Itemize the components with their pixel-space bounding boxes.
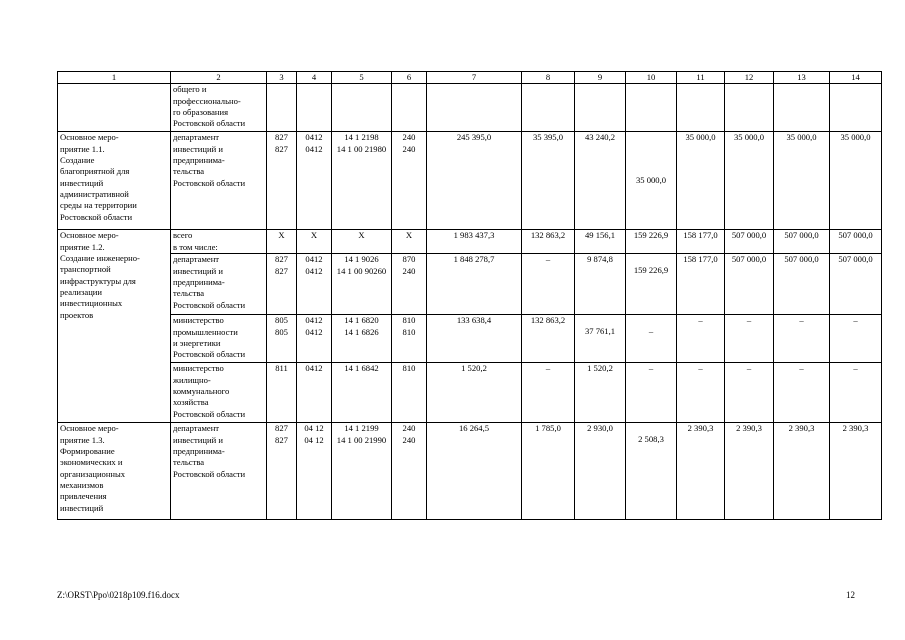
year-cell: 2 390,3 <box>774 423 830 520</box>
year-cell: 1 520,2 <box>575 363 626 423</box>
col-header: 3 <box>267 72 297 84</box>
code-value: 0412 <box>305 254 323 265</box>
code-value: 14 1 9026 <box>344 254 379 265</box>
csr-cell: Х <box>332 230 392 254</box>
year-value: 2 508,3 <box>638 434 664 445</box>
year-cell: 132 863,2 <box>522 315 575 363</box>
code-value: 0412 <box>305 265 323 276</box>
csr-cell <box>332 132 392 230</box>
code-value: 810 <box>402 326 416 337</box>
executor-cell: департамент инвестиций и предпринима- тельства Ростовской области <box>171 132 267 230</box>
code-value: 805 <box>275 326 288 337</box>
year-cell: 2 390,3 <box>830 423 882 520</box>
csr-cell: 14 1 6842 <box>332 363 392 423</box>
year-cell: 35 000,0 <box>830 132 882 230</box>
year-cell: – <box>626 363 677 423</box>
total-cell: 16 264,5 <box>427 423 522 520</box>
code-value: 240 <box>402 132 416 143</box>
table-cell <box>297 84 332 132</box>
code-value: 14 1 00 21980 <box>336 143 387 154</box>
code-value: 14 1 2198 <box>344 132 379 143</box>
year-cell: 2 390,3 <box>677 423 725 520</box>
year-cell: – <box>725 315 774 363</box>
year-cell: 507 000,0 <box>774 230 830 254</box>
rzpr-cell: 0412 <box>297 363 332 423</box>
code-value: 827 <box>275 254 288 265</box>
file-path: Z:\ORST\Ppo\0218p109.f16.docx <box>57 590 180 600</box>
code-value: 0412 <box>305 143 323 154</box>
year-value: 35 000,0 <box>635 175 667 186</box>
year-cell: 35 395,0 <box>522 132 575 230</box>
code-value: 240 <box>402 143 416 154</box>
code-value: 805 <box>275 315 288 326</box>
year-cell: 507 000,0 <box>774 254 830 315</box>
year-cell <box>626 132 677 230</box>
grbs-cell: 811 <box>267 363 297 423</box>
table-cell <box>774 84 830 132</box>
grbs-cell: Х <box>267 230 297 254</box>
year-cell <box>626 254 677 315</box>
year-cell: 43 240,2 <box>575 132 626 230</box>
code-value: 810 <box>402 315 416 326</box>
table-cell <box>522 84 575 132</box>
table-row <box>58 254 882 315</box>
table-cell <box>677 84 725 132</box>
year-cell: 159 226,9 <box>626 230 677 254</box>
vr-cell: 810 <box>392 363 427 423</box>
code-value: 14 1 00 21990 <box>336 434 387 445</box>
table-cell <box>725 84 774 132</box>
code-value: 827 <box>275 423 288 434</box>
code-value: 04 12 <box>304 423 324 434</box>
year-value: – <box>648 326 654 337</box>
year-cell: 507 000,0 <box>725 230 774 254</box>
year-cell: 507 000,0 <box>830 254 882 315</box>
code-value: 0412 <box>305 326 323 337</box>
code-value: 0412 <box>305 132 323 143</box>
vr-cell <box>392 315 427 363</box>
year-value: 37 761,1 <box>584 326 616 337</box>
rzpr-cell <box>297 254 332 315</box>
year-cell: 158 177,0 <box>677 230 725 254</box>
col-header: 12 <box>725 72 774 84</box>
table-row <box>58 315 882 363</box>
executor-cell: министерство жилищно- коммунального хозяйства Ростовской области <box>171 363 267 423</box>
year-cell: – <box>774 363 830 423</box>
col-header: 6 <box>392 72 427 84</box>
year-cell: 507 000,0 <box>830 230 882 254</box>
col-header: 2 <box>171 72 267 84</box>
grbs-cell <box>267 254 297 315</box>
year-cell: 35 000,0 <box>774 132 830 230</box>
activity-cell: Основное меро- приятие 1.2. Создание инженерно- транспортной инфраструктуры для реализации инвестиционных проектов <box>58 230 171 423</box>
year-cell: 2 930,0 <box>575 423 626 520</box>
col-header: 1 <box>58 72 171 84</box>
table-cell <box>427 84 522 132</box>
table-row <box>58 230 882 254</box>
table-row <box>58 363 882 423</box>
year-cell: – <box>725 363 774 423</box>
year-cell: – <box>677 363 725 423</box>
col-header: 14 <box>830 72 882 84</box>
code-value: 870 <box>402 254 416 265</box>
executor-cell: департамент инвестиций и предпринима- тельства Ростовской области <box>171 254 267 315</box>
vr-cell: Х <box>392 230 427 254</box>
code-value: 240 <box>402 265 416 276</box>
executor-cell: всего в том числе: <box>171 230 267 254</box>
table-row <box>58 423 882 520</box>
csr-cell <box>332 423 392 520</box>
year-cell: – <box>830 363 882 423</box>
executor-cell: общего и профессионально- го образования Ростовской области <box>171 84 267 132</box>
col-header: 5 <box>332 72 392 84</box>
year-cell <box>626 315 677 363</box>
activity-cell: Основное меро- приятие 1.3. Формирование экономических и организационных механизмов привлечения инвестиций <box>58 423 171 520</box>
total-cell: 1 520,2 <box>427 363 522 423</box>
year-cell: – <box>830 315 882 363</box>
code-value: 0412 <box>305 315 323 326</box>
header-row <box>58 72 882 84</box>
grbs-cell <box>267 423 297 520</box>
csr-cell <box>332 315 392 363</box>
code-value: 827 <box>275 143 288 154</box>
table-cell <box>575 84 626 132</box>
table-cell <box>392 84 427 132</box>
year-cell: – <box>774 315 830 363</box>
col-header: 11 <box>677 72 725 84</box>
rzpr-cell <box>297 423 332 520</box>
year-cell: 35 000,0 <box>677 132 725 230</box>
code-value: 04 12 <box>304 434 324 445</box>
vr-cell <box>392 254 427 315</box>
total-cell: 1 848 278,7 <box>427 254 522 315</box>
code-value: 14 1 2199 <box>344 423 379 434</box>
year-cell: – <box>522 254 575 315</box>
code-value: 827 <box>275 434 288 445</box>
code-value: 827 <box>275 265 288 276</box>
executor-cell: министерство промышленности и энергетики Ростовской области <box>171 315 267 363</box>
col-header: 4 <box>297 72 332 84</box>
grbs-cell <box>267 315 297 363</box>
rzpr-cell <box>297 315 332 363</box>
year-cell <box>575 315 626 363</box>
code-value: 240 <box>402 423 416 434</box>
budget-table <box>57 71 882 520</box>
grbs-cell <box>267 132 297 230</box>
table-row <box>58 84 882 132</box>
col-header: 9 <box>575 72 626 84</box>
table-cell <box>830 84 882 132</box>
code-value: 14 1 6826 <box>344 326 379 337</box>
table-cell <box>58 84 171 132</box>
year-cell: 132 863,2 <box>522 230 575 254</box>
code-value: 14 1 00 90260 <box>336 265 387 276</box>
year-cell: 507 000,0 <box>725 254 774 315</box>
csr-cell <box>332 254 392 315</box>
col-header: 8 <box>522 72 575 84</box>
year-cell: 35 000,0 <box>725 132 774 230</box>
vr-cell <box>392 132 427 230</box>
total-cell: 133 638,4 <box>427 315 522 363</box>
vr-cell <box>392 423 427 520</box>
code-value: 14 1 6820 <box>344 315 379 326</box>
col-header: 13 <box>774 72 830 84</box>
year-cell: 2 390,3 <box>725 423 774 520</box>
year-value: 159 226,9 <box>633 265 669 276</box>
executor-cell: департамент инвестиций и предпринима- тельства Ростовской области <box>171 423 267 520</box>
year-cell: 9 874,8 <box>575 254 626 315</box>
total-cell: 245 395,0 <box>427 132 522 230</box>
activity-cell: Основное меро- приятие 1.1. Создание благоприятной для инвестиций административной среды на территории Ростовской области <box>58 132 171 230</box>
table-cell <box>626 84 677 132</box>
table-row <box>58 132 882 230</box>
table-cell <box>267 84 297 132</box>
code-value: 827 <box>275 132 288 143</box>
year-cell: – <box>522 363 575 423</box>
page-number: 12 <box>846 590 855 600</box>
table-cell <box>332 84 392 132</box>
rzpr-cell <box>297 132 332 230</box>
col-header: 7 <box>427 72 522 84</box>
year-cell: 1 785,0 <box>522 423 575 520</box>
col-header: 10 <box>626 72 677 84</box>
year-cell: 49 156,1 <box>575 230 626 254</box>
rzpr-cell: Х <box>297 230 332 254</box>
total-cell: 1 983 437,3 <box>427 230 522 254</box>
year-cell: 158 177,0 <box>677 254 725 315</box>
year-cell: – <box>677 315 725 363</box>
year-cell <box>626 423 677 520</box>
code-value: 240 <box>402 434 416 445</box>
